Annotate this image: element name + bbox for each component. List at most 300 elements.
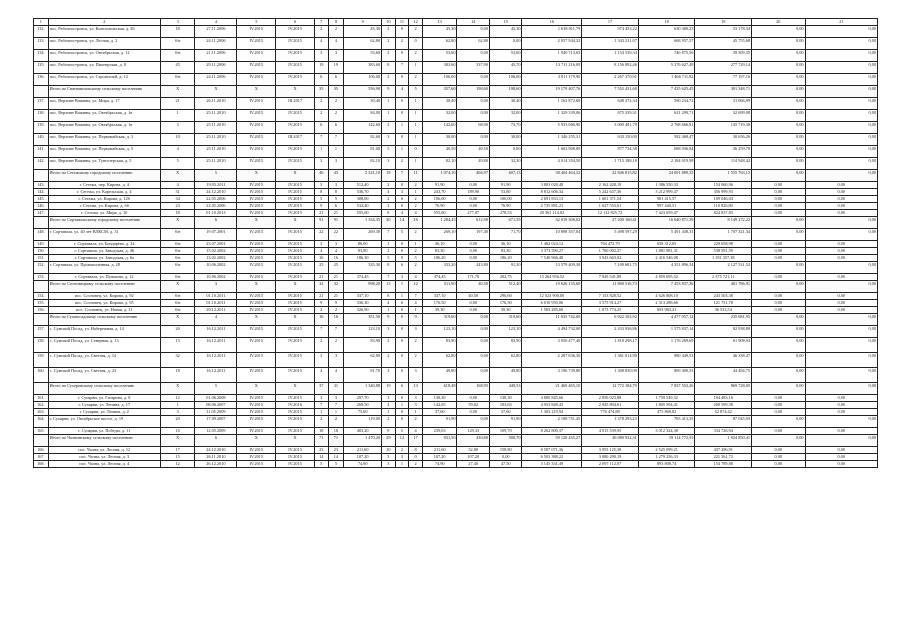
table-cell: 4 014 354,50: [522, 158, 582, 170]
table-cell: 1 462 024,12: [522, 241, 582, 248]
table-cell: 24.12.2010: [195, 189, 237, 196]
table-cell: 36 259,78: [695, 146, 752, 158]
table-cell: 0,00: [752, 416, 805, 428]
table-cell: 3: [314, 353, 328, 368]
table-cell: 6 922 102,92: [582, 314, 639, 326]
table-cell: 2: [314, 110, 328, 122]
table-cell: 1: [409, 189, 423, 196]
column-number-cell: 17: [582, 19, 639, 26]
table-cell: 4: [409, 428, 423, 435]
table-cell: 0: [395, 368, 409, 383]
table-cell: 25: [314, 262, 328, 274]
table-cell: 82,10: [344, 158, 382, 170]
table-cell: 16 640 871,39: [638, 217, 695, 229]
table-cell: 0,00: [752, 293, 805, 300]
table-cell: 0,00: [805, 409, 877, 416]
table-cell: 83,90: [344, 338, 382, 353]
table-cell: 83,30: [489, 248, 522, 255]
table-cell: 32,00: [489, 110, 522, 122]
table-cell: 37,60: [489, 409, 522, 416]
table-cell: 01.10.2011: [195, 300, 237, 307]
table-cell: 7: [382, 274, 396, 281]
table-row: [34, 134, 878, 146]
table-cell: 1 707 321,34: [695, 229, 752, 241]
table-row: [34, 182, 878, 189]
table-cell: 26.11.2010: [195, 454, 237, 461]
subtotal-row: [34, 217, 878, 229]
table-cell: 4: [382, 300, 396, 307]
table-cell: 0,00: [752, 368, 805, 383]
table-cell: 8: [314, 189, 328, 196]
table-cell: 123,10: [489, 326, 522, 338]
table-cell: [34, 217, 49, 229]
table-cell: 71: [328, 435, 344, 447]
table-cell: 12: [160, 395, 195, 402]
column-number-cell: 14: [457, 19, 490, 26]
table-cell: 7: [395, 62, 409, 74]
table-cell: 1 284,45: [422, 217, 457, 229]
table-cell: 82,10: [422, 158, 457, 170]
table-cell: 0: [395, 395, 409, 402]
table-cell: 36,10: [422, 241, 457, 248]
table-cell: 319,60: [489, 314, 522, 326]
table-cell: 43: [328, 170, 344, 182]
table-cell: 4: [195, 314, 237, 326]
table-cell: 8: [409, 447, 423, 454]
table-cell: 2: [409, 262, 423, 274]
table-row: [34, 122, 878, 134]
table-cell: IV.2015: [276, 293, 315, 300]
table-cell: 3: [382, 395, 396, 402]
table-cell: б/н: [160, 274, 195, 281]
registry-table: [33, 18, 878, 468]
table-cell: 11.05.2009: [195, 409, 237, 416]
subtotal-row: [34, 314, 878, 326]
table-cell: 21.11.2006: [195, 50, 237, 62]
table-cell: IV.2016: [276, 402, 315, 409]
table-cell: 45,30: [489, 26, 522, 38]
table-cell: 114 948,42: [695, 158, 752, 170]
table-cell: IV.2015: [237, 182, 276, 189]
table-cell: 308,00: [344, 196, 382, 203]
table-cell: IV.2015: [276, 50, 315, 62]
table-cell: 156.: [34, 307, 49, 314]
table-cell: 11: [409, 170, 423, 182]
table-cell: X: [237, 170, 276, 182]
table-cell: 1 583 285,60: [522, 307, 582, 314]
table-cell: X: [276, 170, 315, 182]
table-cell: 3: [328, 395, 344, 402]
table-cell: 4: [382, 402, 396, 409]
table-cell: 103,63: [489, 402, 522, 409]
table-cell: 16: [314, 314, 328, 326]
table-cell: 0,00: [752, 383, 805, 395]
table-cell: 1 601 371,54: [582, 196, 639, 203]
table-cell: [34, 170, 49, 182]
table-cell: 2: [328, 110, 344, 122]
column-number-cell: 13: [422, 19, 457, 26]
table-cell: 77 197,16: [695, 74, 752, 86]
address-cell: пос. Рабочеостровск, ул. Строителей, д. 12: [48, 74, 160, 86]
table-cell: 7: [409, 293, 423, 300]
table-cell: 0: [395, 409, 409, 416]
table-cell: 25.11.2010: [195, 158, 237, 170]
table-cell: 149.: [34, 241, 49, 248]
table-cell: 145.: [34, 196, 49, 203]
address-cell: пос. Чална, ул. Лесная, д. 3: [48, 454, 160, 461]
table-cell: 0: [395, 110, 409, 122]
table-cell: IV.2015: [276, 229, 315, 241]
table-cell: IV.2015: [237, 74, 276, 86]
table-cell: 500,70: [489, 435, 522, 447]
subtotal-row: [34, 281, 878, 293]
table-cell: 62,80: [422, 353, 457, 368]
table-cell: 171,70: [457, 274, 490, 281]
table-cell: 1: [395, 146, 409, 158]
table-cell: 4: [314, 368, 328, 383]
table-cell: 430,80: [457, 435, 490, 447]
address-cell: г. Сегежа, ул. Кирова, д. 6б: [48, 203, 160, 210]
address-cell: пос. Рабочеостровск, ул. Комсомольская, д. 26: [48, 26, 160, 38]
table-cell: IV.2015: [276, 146, 315, 158]
table-cell: 71: [314, 435, 328, 447]
table-cell: X: [276, 86, 315, 98]
table-cell: 7: [382, 229, 396, 241]
table-cell: 21: [314, 210, 328, 217]
table-cell: 53,60: [489, 50, 522, 62]
table-cell: 0,00: [457, 326, 490, 338]
table-cell: 7: [328, 326, 344, 338]
table-row: [34, 210, 878, 217]
table-cell: 14: [395, 217, 409, 229]
table-row: [34, 203, 878, 210]
table-cell: 49,80: [422, 368, 457, 383]
table-cell: 7 540 966,48: [522, 255, 582, 262]
table-cell: 1: [409, 134, 423, 146]
table-cell: 4: [395, 210, 409, 217]
table-cell: IV.2015: [237, 122, 276, 134]
table-cell: 783 413,35: [638, 416, 695, 428]
table-cell: 01.10.2013: [195, 210, 237, 217]
table-cell: 137.: [34, 98, 49, 110]
table-cell: X: [160, 314, 195, 326]
table-cell: 119,00: [344, 416, 382, 428]
table-cell: 0,00: [752, 210, 805, 217]
column-number-cell: 8: [328, 19, 344, 26]
table-cell: 0,00: [752, 428, 805, 435]
table-cell: 0: [395, 353, 409, 368]
table-cell: X: [160, 170, 195, 182]
table-cell: 0,00: [805, 435, 877, 447]
table-row: [34, 461, 878, 468]
table-cell: 1 334,35: [344, 217, 382, 229]
address-cell: с. Сумский Посад, ул. Светлая, д. 23: [48, 368, 160, 383]
table-cell: б/н: [160, 300, 195, 307]
table-cell: 3 196 739,80: [522, 368, 582, 383]
table-cell: 3: [382, 158, 396, 170]
table-cell: 2: [409, 248, 423, 255]
table-cell: 3: [382, 461, 396, 468]
table-cell: 2: [314, 26, 328, 38]
table-cell: 1 466 711,82: [638, 74, 695, 86]
address-cell: г. Сортавала, ул. Пушкина, д. 12: [48, 274, 160, 281]
table-cell: 3: [328, 50, 344, 62]
table-cell: 46 338,47: [695, 353, 752, 368]
table-cell: 5 242 637,36: [582, 189, 639, 196]
table-cell: 1 924 850,41: [695, 435, 752, 447]
address-cell: пос. Рабочеостровск, ул. Октябрьская, д. 12: [48, 50, 160, 62]
table-cell: 91: [314, 217, 328, 229]
table-cell: 91,90: [489, 416, 522, 428]
table-cell: IV.2015: [237, 293, 276, 300]
table-cell: 7: [395, 170, 409, 182]
table-row: [34, 255, 878, 262]
table-cell: 8 149 272,22: [695, 217, 752, 229]
table-row: [34, 402, 878, 409]
table-cell: 383,60: [344, 62, 382, 74]
table-cell: 1 279 256,33: [638, 454, 695, 461]
table-cell: 3: [160, 409, 195, 416]
table-cell: 76,90: [489, 203, 522, 210]
table-cell: 869 400,53: [638, 368, 695, 383]
table-cell: 0,00: [805, 158, 877, 170]
table-row: [34, 300, 878, 307]
table-cell: 0,00: [805, 338, 877, 353]
table-cell: 0,00: [805, 203, 877, 210]
table-cell: 158,80: [489, 447, 522, 454]
table-cell: 40,50: [422, 146, 457, 158]
table-cell: 4: [409, 274, 423, 281]
table-cell: 84,00: [344, 110, 382, 122]
table-cell: 221 561,72: [695, 454, 752, 461]
table-cell: 326,90: [344, 307, 382, 314]
table-cell: 189,90: [457, 189, 490, 196]
table-row: [34, 26, 878, 38]
table-cell: 3: [328, 158, 344, 170]
table-cell: 0: [395, 196, 409, 203]
table-cell: 6 503 388,22: [522, 454, 582, 461]
table-cell: 2 375 721,11: [695, 274, 752, 281]
table-cell: 32: [328, 281, 344, 293]
table-cell: 12: [160, 461, 195, 468]
table-cell: IV.2015: [237, 210, 276, 217]
table-cell: IV.2015: [237, 300, 276, 307]
table-cell: 1 343 231,07: [582, 38, 639, 50]
table-cell: 6: [195, 435, 237, 447]
table-cell: 3: [409, 368, 423, 383]
table-cell: X: [237, 435, 276, 447]
table-cell: 3: [395, 454, 409, 461]
table-cell: 31 066,99: [695, 98, 752, 110]
table-cell: 11 635 742,00: [522, 314, 582, 326]
table-cell: 1: [409, 122, 423, 134]
table-cell: 2: [395, 158, 409, 170]
table-cell: 0: [395, 182, 409, 189]
table-cell: 1: [395, 461, 409, 468]
table-cell: 483,20: [344, 428, 382, 435]
table-cell: 0,00: [752, 86, 805, 98]
table-cell: 0,00: [805, 134, 877, 146]
column-number-cell: 20: [752, 19, 805, 26]
table-cell: 9: [409, 314, 423, 326]
table-cell: 0: [395, 74, 409, 86]
table-cell: 10: [160, 428, 195, 435]
address-cell: г. Сортавала, ул. 40 лет ВЛКСМ, д. 31: [48, 229, 160, 241]
subtotal-row: [34, 435, 878, 447]
table-cell: 198,60: [457, 86, 490, 98]
column-number-cell: 12: [409, 19, 423, 26]
table-cell: 0,00: [752, 134, 805, 146]
table-cell: IV.2015: [276, 338, 315, 353]
table-cell: 2: [409, 229, 423, 241]
table-cell: 8: [328, 189, 344, 196]
table-cell: 76,90: [422, 203, 457, 210]
table-cell: 2: [409, 182, 423, 189]
table-cell: 3: [314, 182, 328, 189]
table-cell: 1 627 553,61: [582, 203, 639, 210]
table-cell: 0,00: [457, 196, 490, 203]
table-cell: 0,00: [805, 189, 877, 196]
table-cell: 0,00: [752, 74, 805, 86]
table-cell: 23: [160, 203, 195, 210]
table-row: [34, 229, 878, 241]
table-row: [34, 189, 878, 196]
table-cell: 5: [195, 170, 237, 182]
table-cell: 931,50: [422, 435, 457, 447]
table-cell: 633 150,00: [582, 134, 639, 146]
table-cell: 4: [328, 248, 344, 255]
table-cell: 59 120 435,27: [522, 435, 582, 447]
table-cell: 29.11.2006: [195, 62, 237, 74]
table-cell: 30,40: [344, 98, 382, 110]
table-cell: 0,00: [752, 300, 805, 307]
table-cell: 2: [409, 203, 423, 210]
table-cell: 2: [382, 26, 396, 38]
table-cell: 671,55: [489, 217, 522, 229]
table-cell: 0,00: [457, 134, 490, 146]
table-cell: 6: [328, 122, 344, 134]
table-cell: 22.05.2006: [195, 196, 237, 203]
table-cell: 45 755,68: [695, 38, 752, 50]
table-cell: 269,30: [344, 229, 382, 241]
table-cell: 68,90: [457, 122, 490, 134]
table-cell: 1 555 763,15: [695, 170, 752, 182]
table-cell: 18: [314, 428, 328, 435]
table-cell: 176,50: [422, 300, 457, 307]
table-cell: 0,00: [805, 416, 877, 428]
table-cell: 0,00: [805, 402, 877, 409]
table-cell: 0,00: [457, 307, 490, 314]
table-cell: 2 433 936,86: [582, 326, 639, 338]
table-cell: IV.2015: [276, 74, 315, 86]
table-cell: 8 156 892,46: [582, 62, 639, 74]
table-cell: 0,00: [457, 314, 490, 326]
table-cell: 824 837,83: [695, 210, 752, 217]
table-cell: 27,40: [457, 461, 490, 468]
table-cell: IV.2015: [276, 122, 315, 134]
table-cell: 1 303 219,94: [522, 409, 582, 416]
table-cell: 1: [382, 409, 396, 416]
table-cell: IV.2015: [237, 353, 276, 368]
table-cell: 154 789,88: [695, 461, 752, 468]
table-cell: 141.: [34, 146, 49, 158]
table-cell: 2: [328, 98, 344, 110]
table-cell: 32: [160, 353, 195, 368]
table-cell: 3 955 125,38: [582, 447, 639, 454]
table-cell: 8: [382, 62, 396, 74]
table-cell: 590 234,72: [638, 98, 695, 110]
table-cell: 1: [314, 146, 328, 158]
table-cell: 153.: [34, 274, 49, 281]
table-cell: 3 056 477,40: [522, 338, 582, 353]
table-cell: 81,00: [344, 146, 382, 158]
table-cell: 19: [314, 62, 328, 74]
table-cell: 1 378 293,23: [582, 416, 639, 428]
registry-table-body: [34, 19, 878, 468]
table-row: [34, 454, 878, 461]
table-cell: 9: [382, 86, 396, 98]
table-cell: 2: [409, 338, 423, 353]
table-cell: 15 264 956,52: [522, 274, 582, 281]
table-cell: 5: [409, 255, 423, 262]
table-cell: 0,00: [805, 281, 877, 293]
table-cell: 7 423 659,47: [638, 210, 695, 217]
table-cell: 129,33: [457, 428, 490, 435]
address-cell: г. Сортавала, ул. Заводская, д. 6а: [48, 255, 160, 262]
table-cell: 17: [160, 447, 195, 454]
table-cell: IV.2015: [276, 368, 315, 383]
table-cell: 3 575 914,27: [582, 300, 639, 307]
table-cell: 25.11.2010: [195, 134, 237, 146]
table-cell: 746 875,56: [638, 50, 695, 62]
table-cell: 4: [382, 189, 396, 196]
table-cell: 0,00: [489, 38, 522, 50]
table-cell: 356 999,93: [695, 189, 752, 196]
table-cell: 243 503,38: [695, 293, 752, 300]
table-cell: IV.2015: [237, 368, 276, 383]
table-cell: 148.: [34, 229, 49, 241]
table-cell: 582 468,47: [638, 134, 695, 146]
table-cell: 3: [382, 454, 396, 461]
table-cell: 30: [382, 217, 396, 229]
table-cell: 145 719,30: [695, 122, 752, 134]
table-cell: 0: [395, 50, 409, 62]
table-cell: 164.: [34, 416, 49, 428]
table-cell: X: [276, 383, 315, 395]
table-cell: 19.05.2011: [195, 182, 237, 189]
table-cell: 776 474,88: [582, 409, 639, 416]
table-cell: 9: [382, 428, 396, 435]
table-cell: б/н: [160, 307, 195, 314]
table-cell: 3: [314, 50, 328, 62]
table-cell: X: [276, 314, 315, 326]
table-cell: 2: [382, 248, 396, 255]
table-cell: 142.: [34, 158, 49, 170]
table-cell: 17.09.2007: [195, 416, 237, 428]
table-cell: 30,00: [422, 134, 457, 146]
table-row: [34, 307, 878, 314]
table-cell: 2 313 288,66: [638, 300, 695, 307]
column-number-row: [34, 19, 878, 26]
table-cell: 0,00: [752, 182, 805, 189]
address-cell: пос. Чална, ул. Лесная, д. 12: [48, 447, 160, 454]
table-cell: 512,40: [344, 182, 382, 189]
table-cell: 5: [382, 146, 396, 158]
table-cell: 16.12.2011: [195, 353, 237, 368]
table-cell: 13: [382, 281, 396, 293]
table-cell: 10.06.2002: [195, 274, 237, 281]
table-cell: 0,00: [805, 353, 877, 368]
